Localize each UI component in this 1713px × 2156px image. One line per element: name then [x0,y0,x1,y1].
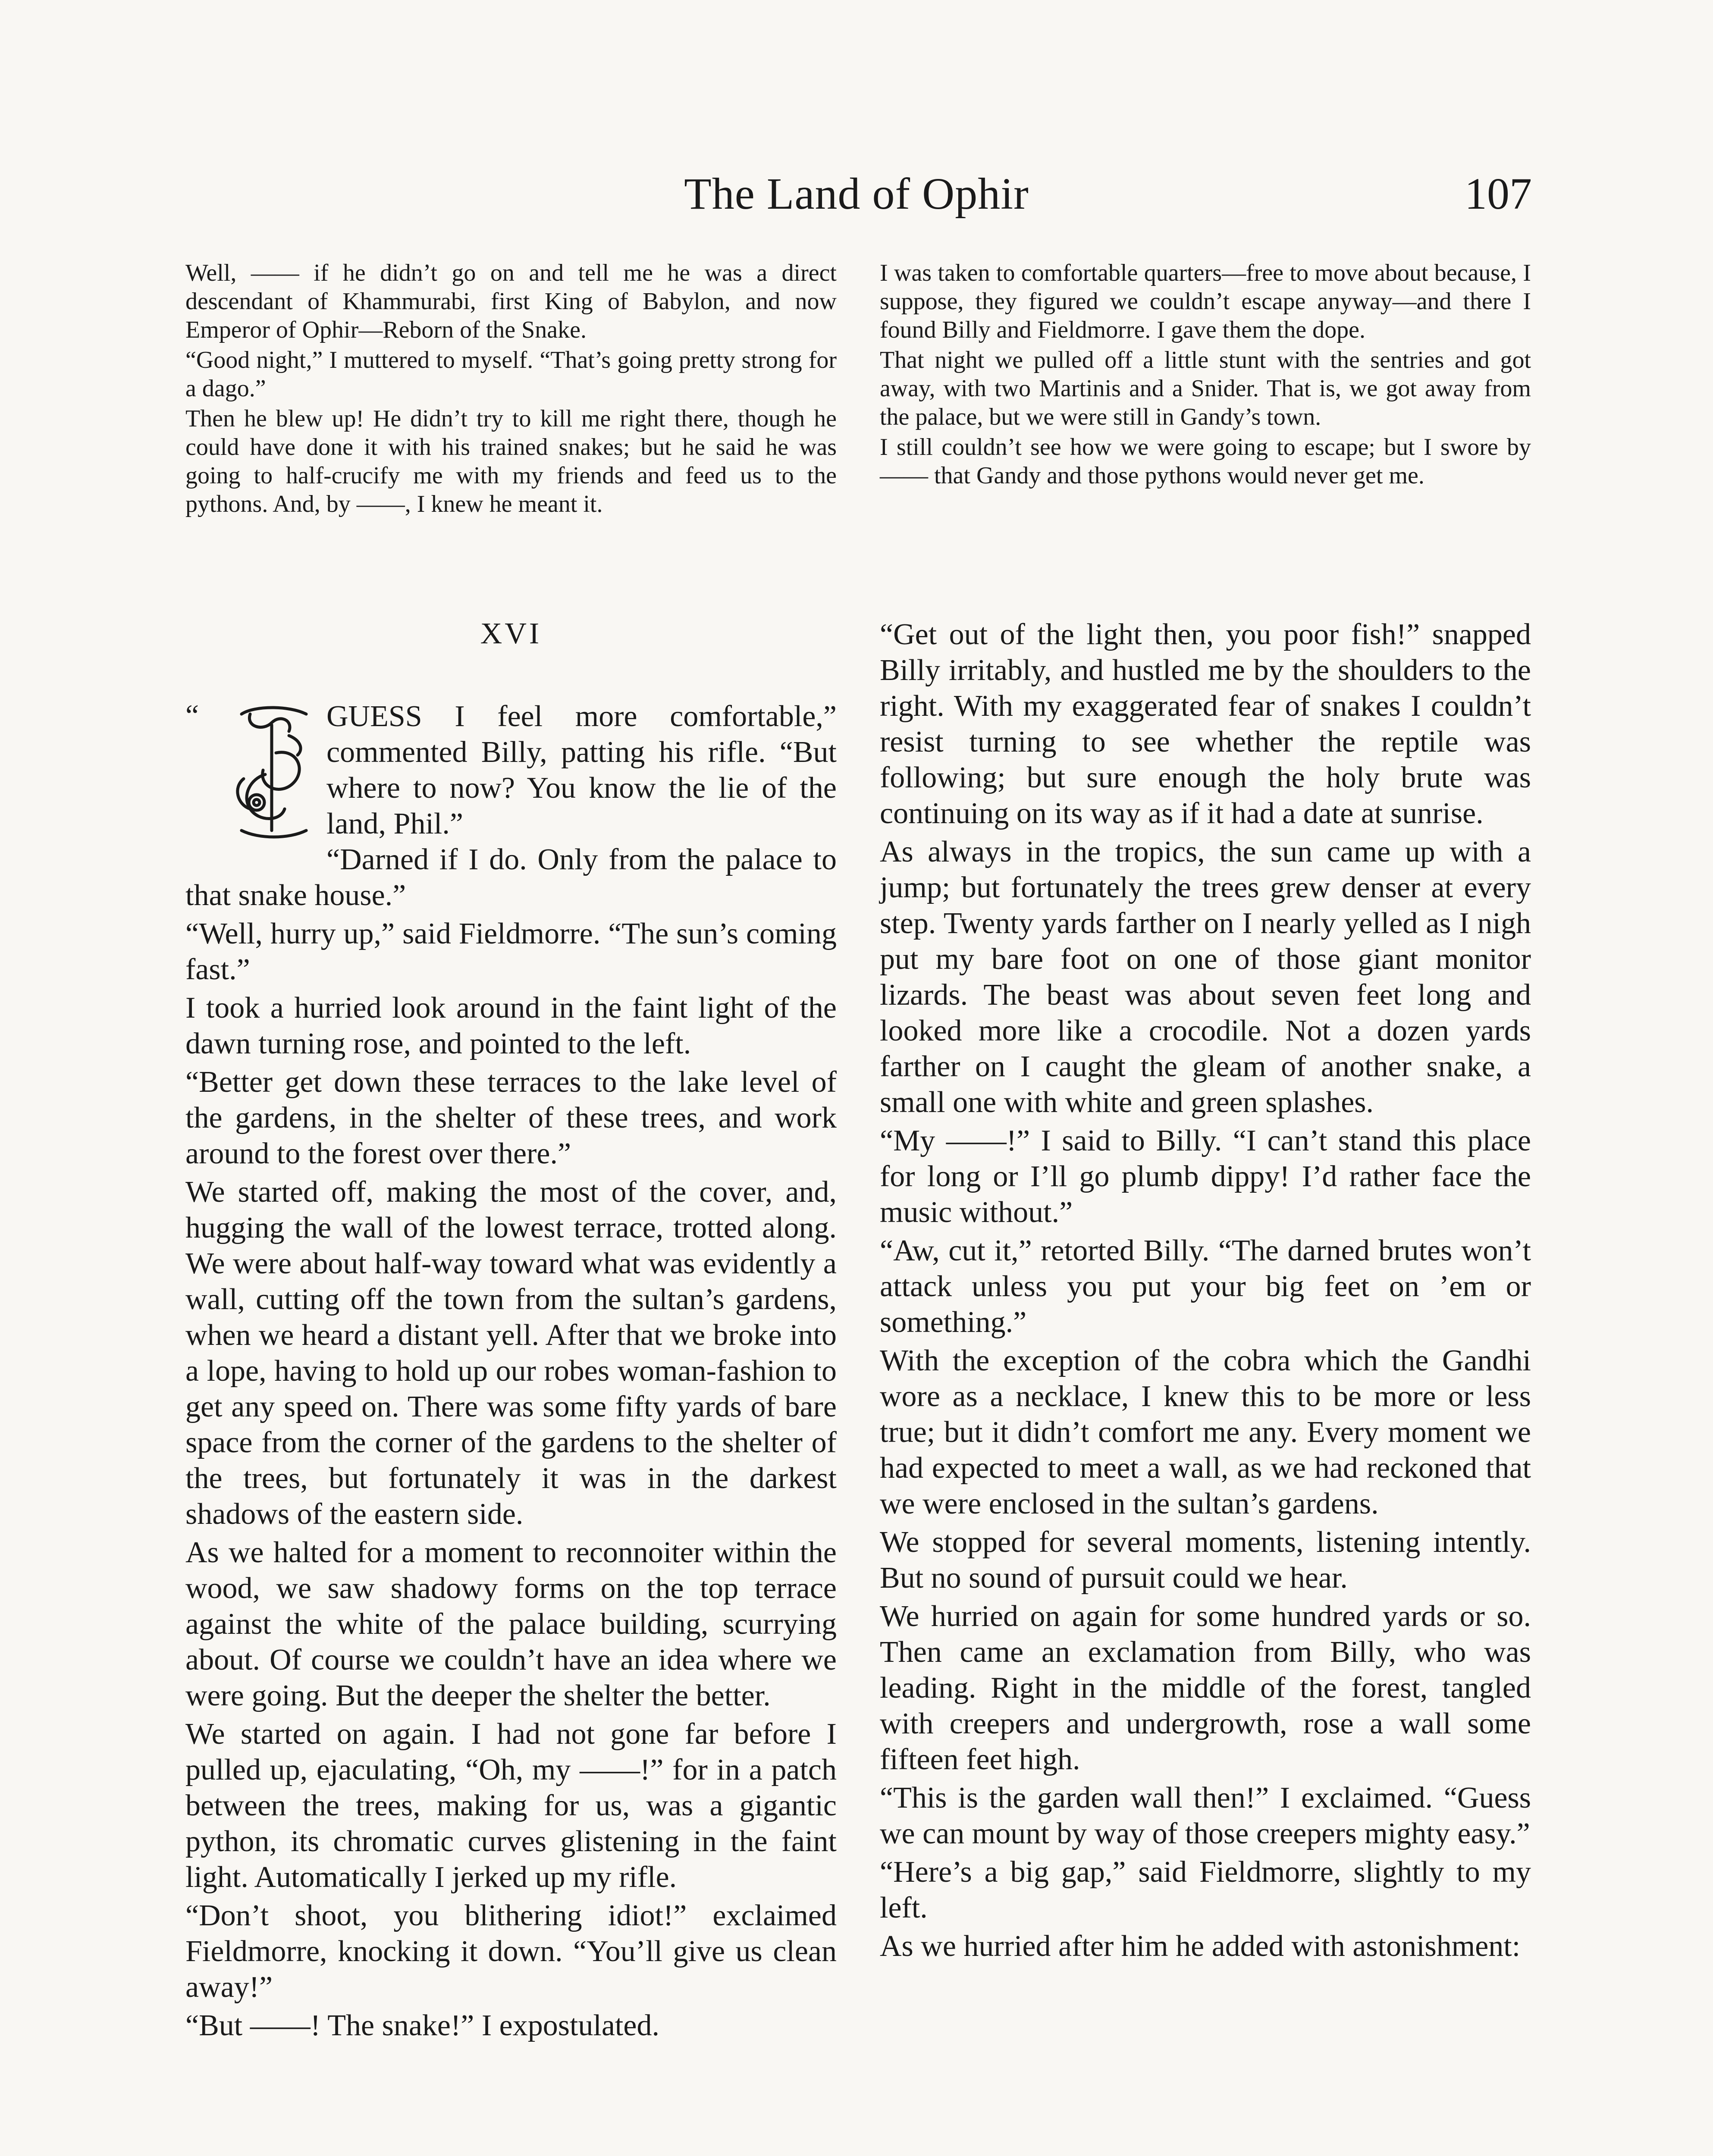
right-main-column [880,617,1531,1964]
top-left-column [185,259,837,518]
paragraph: “Don’t shoot, you blithering idiot!” exclaimed Fieldmorre, knocking it down. “You’ll give us clean away!” [185,1899,837,2004]
paragraph: “But ——! The snake!” I expostulated. [185,2009,659,2042]
paragraph: We stopped for several moments, listening intently. But no sound of pursuit could we hear. [880,1526,1531,1595]
paragraph: We started on again. I had not gone far before I pulled up, ejaculating, “Oh, my ——!” for in a patch between the trees, making for us, was a gigantic python, its chromatic curves glistening in the faint light. Automatically I jerked up my rifle. [185,1717,837,1894]
ornamental-dropcap-icon [224,701,317,843]
paragraph: With the exception of the cobra which the Gandhi wore as a necklace, I knew this to be more or less true; but it didn’t comfort me any. Every moment we had expected to meet a wall, as we had reckoned that we were enclosed in the sultan’s gardens. [880,1344,1531,1520]
paragraph: That night we pulled off a little stunt with the sentries and got away, with two Martinis and a Snider. That is, we got away from the palace, but we were still in Gandy’s town. [880,347,1531,430]
paragraph: “Aw, cut it,” retorted Billy. “The darned brutes won’t attack unless you put your big feet on ’em or something.” [880,1234,1531,1339]
page-header [0,168,1713,229]
top-right-column [880,259,1531,490]
paragraph: “Well, hurry up,” said Fieldmorre. “The sun’s coming fast.” [185,917,837,986]
paragraph: I still couldn’t see how we were going to escape; but I swore by —— that Gandy and those pythons would never get me. [880,434,1531,489]
paragraph: As always in the tropics, the sun came up with a jump; but fortunately the trees grew denser at every step. Twenty yards farther on I nearly yelled as I nigh put my bare foot on one of those giant monitor lizards. The beast was about seven feet long and looked more like a crocodile. Not a dozen yards farther on I caught the gleam of another snake, a small one with white and green splashes. [880,835,1531,1119]
paragraph: “Get out of the light then, you poor fish!” snapped Billy irritably, and hustled me by the shoulders to the right. With my exaggerated fear of snakes I couldn’t resist turning to see whether the reptile was following; but sure enough the holy brute was continuing on its way as if it had a date at sunrise. [880,618,1531,830]
page-number: 107 [1465,169,1532,219]
left-main-column [185,617,837,2043]
paragraph: I took a hurried look around in the faint light of the dawn turning rose, and pointed to the left. [185,991,837,1060]
paragraph: “Better get down these terraces to the lake level of the gardens, in the shelter of these trees, and work around to the forest over there.” [185,1065,837,1170]
paragraph: “My ——!” I said to Billy. “I can’t stand this place for long or I’ll go plumb dippy! I’d rather face the music without.” [880,1124,1531,1229]
paragraph: GUESS I feel more comfortable,” commented Billy, patting his rifle. “But where to now? You know the lie of the land, Phil.” [326,700,837,840]
paragraph: “Darned if I do. Only from the palace to that snake house.” [185,843,837,912]
paragraph: I was taken to comfortable quarters—free to move about because, I suppose, they figured we couldn’t escape anyway—and there I found Billy and Fieldmorre. I gave them the dope. [880,260,1531,343]
paragraph: As we halted for a moment to reconnoiter within the wood, we saw shadowy forms on the top terrace against the white of the palace building, scurrying about. Of course we couldn’t have an idea where we were going. But the deeper the shelter the better. [185,1536,837,1712]
paragraph: Well, —— if he didn’t go on and tell me he was a direct descendant of Khammurabi, first King of Babylon, and now Emperor of Ophir—Reborn of the Snake. [185,260,837,343]
paragraph: As we hurried after him he added with astonishment: [880,1930,1521,1963]
running-title: The Land of Ophir [684,169,1029,219]
paragraph: “Here’s a big gap,” said Fieldmorre, slightly to my left. [880,1855,1531,1924]
paragraph: We hurried on again for some hundred yards or so. Then came an exclamation from Billy, who was leading. Right in the middle of the forest, tangled with creepers and undergrowth, rose a wall some fifteen feet high. [880,1600,1531,1776]
paragraph: “Good night,” I muttered to myself. “That’s going pretty strong for a dago.” [185,347,837,402]
paragraph: We started off, making the most of the cover, and, hugging the wall of the lowest terrace, trotted along. We were about half-way toward what was evidently a wall, cutting off the town from the sultan’s gardens, when we heard a distant yell. After that we broke into a lope, having to hold up our robes woman-fashion to get any speed on. There was some fifty yards of bare space from the corner of the gardens to the shelter of the trees, but fortunately it was in the darkest shadows of the eastern side. [185,1175,837,1531]
paragraph: Then he blew up! He didn’t try to kill me right there, though he could have done it with his trained snakes; but he said he was going to half-crucify me with my friends and feed us to the pythons. And, by ——, I knew he meant it. [185,405,837,517]
paragraph: “This is the garden wall then!” I exclaimed. “Guess we can mount by way of those creepers mighty easy.” [880,1781,1531,1850]
opening-paragraph [185,699,837,842]
opening-quote: “ [185,699,199,732]
chapter-heading: XVI [480,617,542,650]
